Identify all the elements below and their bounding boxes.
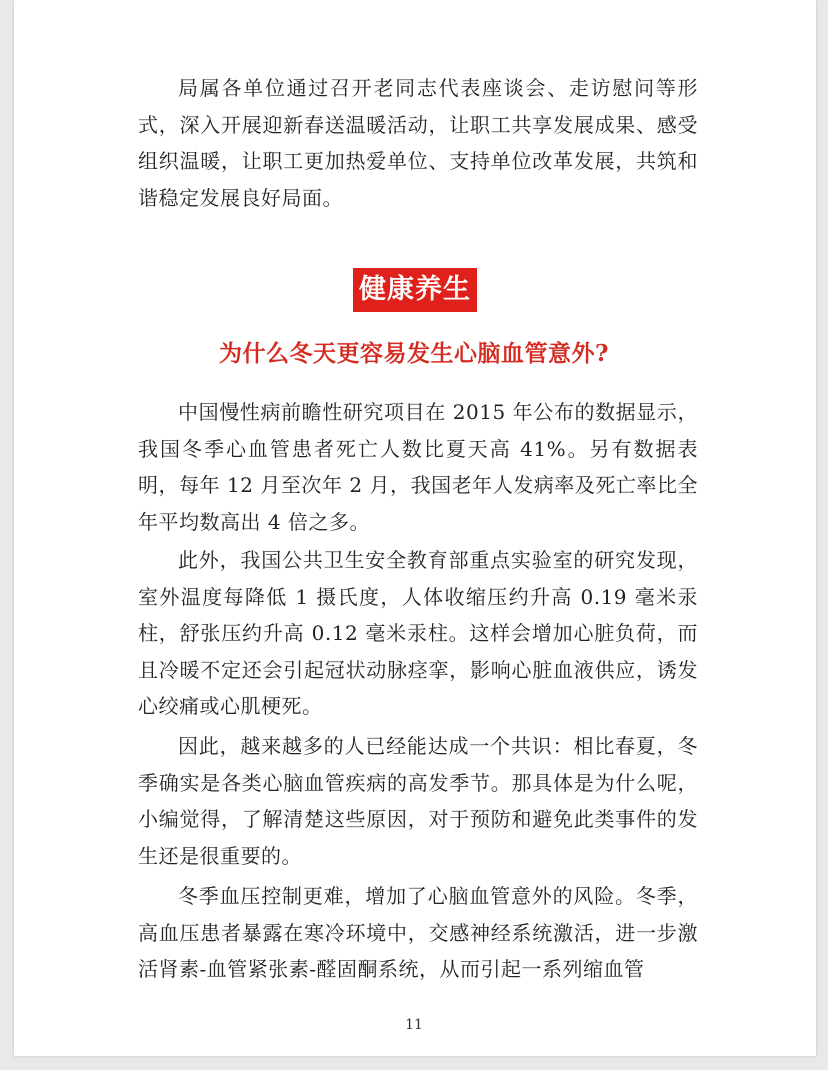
section-tag: 健康养生 (353, 268, 477, 312)
intro-paragraph: 局属各单位通过召开老同志代表座谈会、走访慰问等形式，深入开展迎新春送温暖活动，让职工共享发展成果、感受组织温暖，让职工更加热爱单位、支持单位改革发展，共筑和谐稳定发展良好局面。 (138, 76, 698, 210)
body-paragraph: 因此，越来越多的人已经能达成一个共识：相比春夏，冬季确实是各类心脑血管疾病的高发季节。那具体是为什么呢，小编觉得，了解清楚这些原因，对于预防和避免此类事件的发生还是很重要的。 (138, 734, 698, 868)
body-paragraph: 此外，我国公共卫生安全教育部重点实验室的研究发现，室外温度每降低 1 摄氏度，人体收缩压约升高 0.19 毫米汞柱，舒张压约升高 0.12 毫米汞柱。这样会增加心脏负荷，而且冷暖不定还会引起冠状动脉痉挛，影响心脏血液供应，诱发心绞痛或心肌梗死。 (138, 548, 698, 718)
body-paragraph: 冬季血压控制更难，增加了心脑血管意外的风险。冬季，高血压患者暴露在寒冷环境中，交感神经系统激活，进一步激活肾素-血管紧张素-醛固酮系统，从而引起一系列缩血管 (138, 884, 698, 981)
article-title: 为什么冬天更容易发生心脑血管意外? (219, 340, 609, 367)
page-number: 11 (405, 1017, 423, 1033)
body-paragraph: 中国慢性病前瞻性研究项目在 2015 年公布的数据显示，我国冬季心血管患者死亡人数比夏天高 41%。另有数据表明，每年 12 月至次年 2 月，我国老年人发病率及死亡率比全年平均数高出 4 倍之多。 (138, 400, 698, 534)
